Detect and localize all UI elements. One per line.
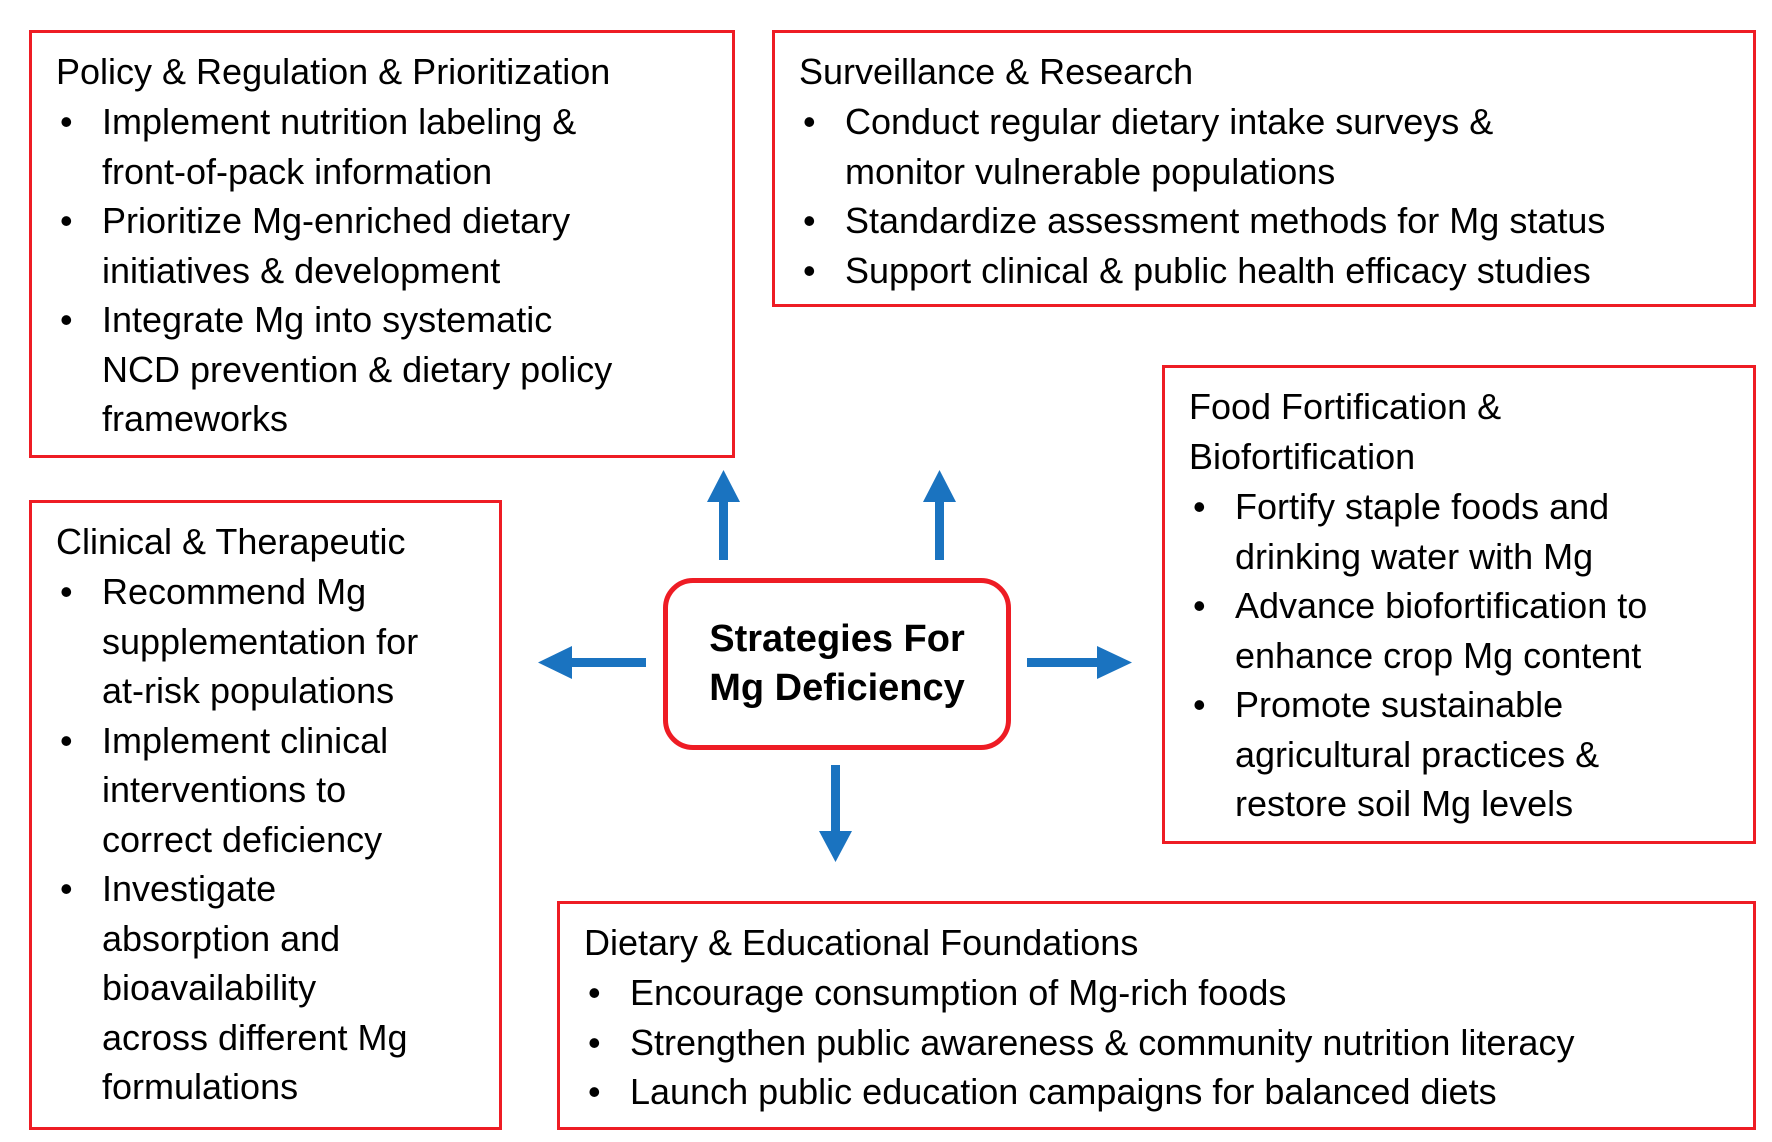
bullet-icon: • (1193, 486, 1206, 527)
clinical-therapeutic-box (29, 500, 502, 1130)
list-item: • Integrate Mg into systematic NCD prevention & dietary policy frameworks (56, 295, 732, 444)
box-title: Policy & Regulation & Prioritization (56, 51, 611, 92)
center-title-line-2: Mg Deficiency (709, 667, 965, 709)
list-item: • Conduct regular dietary intake surveys & monitor vulnerable populations (799, 97, 1753, 196)
bullet-icon: • (1193, 684, 1206, 725)
arrow-left-to-clinical (538, 646, 646, 679)
list-item: • Advance biofortification to enhance crop Mg content (1189, 581, 1753, 680)
list-item: • Investigate absorption and bioavailability across different Mg formulations (56, 864, 499, 1112)
arrow-up-to-surveillance (923, 470, 956, 560)
list-item: • Encourage consumption of Mg-rich foods (584, 968, 1753, 1018)
bullet-icon: • (60, 101, 73, 142)
bullet-icon: • (588, 1021, 601, 1063)
bullet-icon: • (60, 868, 73, 909)
bullet-icon: • (1193, 585, 1206, 626)
list-item: • Strengthen public awareness & community nutrition literacy (584, 1018, 1753, 1068)
bullet-icon: • (60, 571, 73, 612)
bullet-icon: • (803, 200, 816, 241)
bullet-icon: • (60, 719, 73, 761)
arrow-right-to-food (1027, 646, 1132, 679)
list-item: • Promote sustainable agricultural practices & restore soil Mg levels (1189, 680, 1753, 829)
list-item: • Launch public education campaigns for balanced diets (584, 1067, 1753, 1117)
bullet-list (56, 567, 499, 1112)
box-title: Clinical & Therapeutic (56, 521, 406, 562)
list-item: • Prioritize Mg-enriched dietary initiatives & development (56, 196, 732, 295)
list-item: • Support clinical & public health efficacy studies (799, 246, 1753, 296)
bullet-list (56, 97, 732, 444)
list-item: • Standardize assessment methods for Mg status (799, 196, 1753, 246)
dietary-educational-box (557, 901, 1756, 1130)
bullet-icon: • (60, 200, 73, 241)
box-title: Surveillance & Research (799, 51, 1194, 92)
list-item: • Implement nutrition labeling & front-of-pack information (56, 97, 732, 196)
list-item: • Implement clinical interventions to correct deficiency (56, 716, 499, 865)
policy-regulation-box (29, 30, 735, 458)
bullet-icon: • (588, 972, 601, 1013)
central-node (663, 578, 1011, 750)
food-fortification-box (1162, 365, 1756, 844)
bullet-list (799, 97, 1753, 295)
bullet-icon: • (588, 1071, 601, 1112)
bullet-list (584, 968, 1753, 1117)
bullet-icon: • (60, 299, 73, 340)
box-title: Dietary & Educational Foundations (584, 922, 1139, 963)
list-item: • Recommend Mg supplementation for at-risk populations (56, 567, 499, 716)
bullet-icon: • (803, 101, 816, 142)
arrow-up-to-policy (707, 470, 740, 560)
surveillance-research-box (772, 30, 1756, 307)
list-item: • Fortify staple foods and drinking water with Mg (1189, 482, 1753, 581)
bullet-list (1189, 482, 1753, 829)
bullet-icon: • (803, 249, 816, 291)
box-title: Food Fortification & Biofortification (1189, 386, 1502, 477)
center-title-line-1: Strategies For (709, 618, 965, 660)
arrow-down-to-dietary (819, 765, 852, 862)
